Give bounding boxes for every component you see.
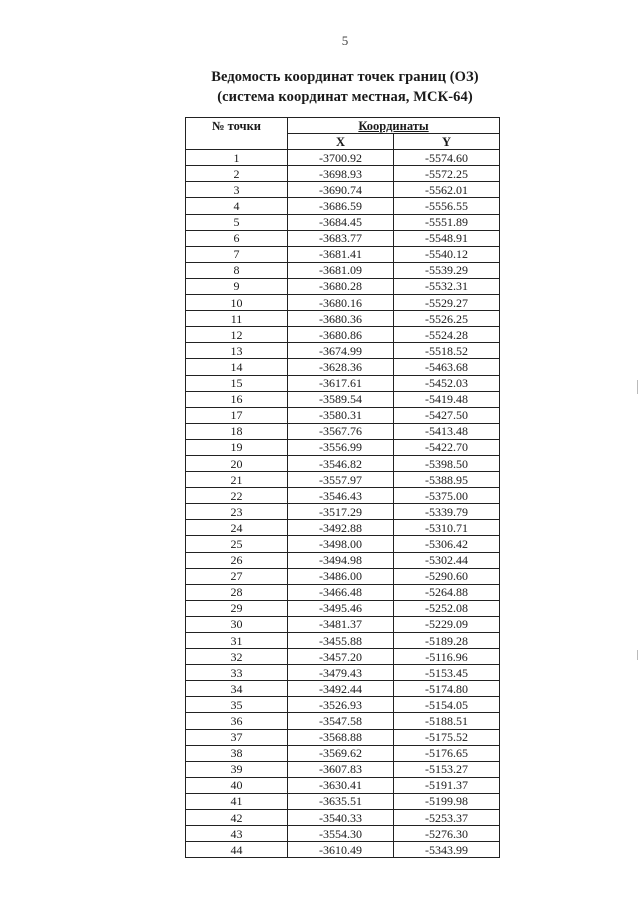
table-row [186, 584, 500, 600]
table-body [186, 150, 500, 858]
x-coordinate-cell: -3492.88 [288, 520, 394, 536]
table-row [186, 826, 500, 842]
table-row [186, 359, 500, 375]
y-coordinate-cell: -5398.50 [394, 455, 500, 471]
table-row [186, 327, 500, 343]
x-coordinate-cell: -3607.83 [288, 761, 394, 777]
point-number-cell: 28 [186, 584, 288, 600]
y-coordinate-cell: -5375.00 [394, 488, 500, 504]
x-coordinate-cell: -3680.86 [288, 327, 394, 343]
y-coordinate-cell: -5188.51 [394, 713, 500, 729]
table-row [186, 681, 500, 697]
point-number-cell: 13 [186, 343, 288, 359]
point-number-cell: 25 [186, 536, 288, 552]
y-coordinate-cell: -5302.44 [394, 552, 500, 568]
table-row [186, 552, 500, 568]
y-coordinate-cell: -5153.45 [394, 665, 500, 681]
table-row [186, 488, 500, 504]
point-number-cell: 10 [186, 295, 288, 311]
point-number-cell: 24 [186, 520, 288, 536]
coordinates-table [185, 117, 500, 858]
y-coordinate-cell: -5463.68 [394, 359, 500, 375]
y-coordinate-cell: -5413.48 [394, 423, 500, 439]
x-coordinate-cell: -3635.51 [288, 793, 394, 809]
point-number-cell: 27 [186, 568, 288, 584]
table-row [186, 246, 500, 262]
y-coordinate-cell: -5339.79 [394, 504, 500, 520]
point-number-cell: 2 [186, 166, 288, 182]
table-row [186, 472, 500, 488]
y-coordinate-cell: -5518.52 [394, 343, 500, 359]
x-coordinate-cell: -3517.29 [288, 504, 394, 520]
y-coordinate-cell: -5264.88 [394, 584, 500, 600]
y-coordinate-cell: -5253.37 [394, 810, 500, 826]
y-coordinate-cell: -5548.91 [394, 230, 500, 246]
point-number-cell: 36 [186, 713, 288, 729]
point-number-cell: 33 [186, 665, 288, 681]
coordinates-header [288, 118, 500, 134]
point-number-cell: 7 [186, 246, 288, 262]
point-number-cell: 41 [186, 793, 288, 809]
y-coordinate-cell: -5529.27 [394, 295, 500, 311]
table-row [186, 375, 500, 391]
table-row [186, 520, 500, 536]
table-row [186, 295, 500, 311]
point-number-cell: 32 [186, 649, 288, 665]
table-row [186, 616, 500, 632]
point-number-cell: 37 [186, 729, 288, 745]
y-coordinate-cell: -5574.60 [394, 150, 500, 166]
x-coordinate-cell: -3681.09 [288, 262, 394, 278]
point-number-cell: 14 [186, 359, 288, 375]
x-coordinate-cell: -3479.43 [288, 665, 394, 681]
table-row [186, 182, 500, 198]
x-coordinate-cell: -3674.99 [288, 343, 394, 359]
y-coordinate-cell: -5199.98 [394, 793, 500, 809]
point-number-cell: 18 [186, 423, 288, 439]
y-header: Y [394, 134, 500, 150]
x-coordinate-cell: -3617.61 [288, 375, 394, 391]
table-header [186, 118, 500, 150]
table-row [186, 745, 500, 761]
point-number-cell: 23 [186, 504, 288, 520]
x-coordinate-cell: -3680.36 [288, 311, 394, 327]
scan-edge-mark [637, 650, 638, 660]
table-row [186, 649, 500, 665]
y-coordinate-cell: -5306.42 [394, 536, 500, 552]
y-coordinate-cell: -5343.99 [394, 842, 500, 858]
y-coordinate-cell: -5229.09 [394, 616, 500, 632]
point-number-cell: 8 [186, 262, 288, 278]
point-number-cell: 15 [186, 375, 288, 391]
y-coordinate-cell: -5556.55 [394, 198, 500, 214]
y-coordinate-cell: -5175.52 [394, 729, 500, 745]
y-coordinate-cell: -5539.29 [394, 262, 500, 278]
x-coordinate-cell: -3567.76 [288, 423, 394, 439]
y-coordinate-cell: -5174.80 [394, 681, 500, 697]
x-coordinate-cell: -3700.92 [288, 150, 394, 166]
point-number-cell: 29 [186, 600, 288, 616]
point-number-cell: 30 [186, 616, 288, 632]
x-coordinate-cell: -3466.48 [288, 584, 394, 600]
point-number-cell: 19 [186, 439, 288, 455]
table-row [186, 150, 500, 166]
table-row [186, 391, 500, 407]
y-coordinate-cell: -5419.48 [394, 391, 500, 407]
point-number-cell: 6 [186, 230, 288, 246]
y-coordinate-cell: -5153.27 [394, 761, 500, 777]
point-number-cell: 35 [186, 697, 288, 713]
x-coordinate-cell: -3680.28 [288, 278, 394, 294]
point-number-cell: 39 [186, 761, 288, 777]
table-row [186, 439, 500, 455]
x-coordinate-cell: -3630.41 [288, 777, 394, 793]
x-coordinate-cell: -3481.37 [288, 616, 394, 632]
x-coordinate-cell: -3494.98 [288, 552, 394, 568]
point-number-cell: 11 [186, 311, 288, 327]
x-coordinate-cell: -3683.77 [288, 230, 394, 246]
x-header: X [288, 134, 394, 150]
x-coordinate-cell: -3554.30 [288, 826, 394, 842]
y-coordinate-cell: -5551.89 [394, 214, 500, 230]
table-row [186, 793, 500, 809]
table-row [186, 777, 500, 793]
y-coordinate-cell: -5290.60 [394, 568, 500, 584]
y-coordinate-cell: -5154.05 [394, 697, 500, 713]
y-coordinate-cell: -5189.28 [394, 633, 500, 649]
y-coordinate-cell: -5452.03 [394, 375, 500, 391]
x-coordinate-cell: -3610.49 [288, 842, 394, 858]
x-coordinate-cell: -3684.45 [288, 214, 394, 230]
x-coordinate-cell: -3569.62 [288, 745, 394, 761]
table-row [186, 729, 500, 745]
x-coordinate-cell: -3686.59 [288, 198, 394, 214]
y-coordinate-cell: -5422.70 [394, 439, 500, 455]
table-row [186, 761, 500, 777]
point-number-cell: 9 [186, 278, 288, 294]
y-coordinate-cell: -5526.25 [394, 311, 500, 327]
point-number-cell: 17 [186, 407, 288, 423]
x-coordinate-cell: -3568.88 [288, 729, 394, 745]
table-row [186, 504, 500, 520]
table-row [186, 713, 500, 729]
table-row [186, 536, 500, 552]
table-row [186, 423, 500, 439]
table-row [186, 600, 500, 616]
x-coordinate-cell: -3526.93 [288, 697, 394, 713]
x-coordinate-cell: -3540.33 [288, 810, 394, 826]
title-line-1: Ведомость координат точек границ (ОЗ) [211, 69, 479, 85]
y-coordinate-cell: -5388.95 [394, 472, 500, 488]
x-coordinate-cell: -3698.93 [288, 166, 394, 182]
table-row [186, 262, 500, 278]
point-number-cell: 38 [186, 745, 288, 761]
y-coordinate-cell: -5427.50 [394, 407, 500, 423]
x-coordinate-cell: -3546.82 [288, 455, 394, 471]
table-row [186, 311, 500, 327]
x-coordinate-cell: -3457.20 [288, 649, 394, 665]
table-row [186, 810, 500, 826]
x-coordinate-cell: -3628.36 [288, 359, 394, 375]
x-coordinate-cell: -3556.99 [288, 439, 394, 455]
point-number-cell: 3 [186, 182, 288, 198]
x-coordinate-cell: -3546.43 [288, 488, 394, 504]
point-number-cell: 1 [186, 150, 288, 166]
table-row [186, 665, 500, 681]
x-coordinate-cell: -3557.97 [288, 472, 394, 488]
x-coordinate-cell: -3486.00 [288, 568, 394, 584]
y-coordinate-cell: -5276.30 [394, 826, 500, 842]
point-number-cell: 42 [186, 810, 288, 826]
y-coordinate-cell: -5572.25 [394, 166, 500, 182]
title-line-2: (система координат местная, МСК-64) [217, 89, 473, 105]
point-number-cell: 40 [186, 777, 288, 793]
x-coordinate-cell: -3580.31 [288, 407, 394, 423]
page-number: 5 [341, 33, 349, 48]
table-row [186, 166, 500, 182]
coordinates-header-label: Координаты [358, 118, 429, 133]
y-coordinate-cell: -5116.96 [394, 649, 500, 665]
y-coordinate-cell: -5310.71 [394, 520, 500, 536]
y-coordinate-cell: -5524.28 [394, 327, 500, 343]
point-number-cell: 34 [186, 681, 288, 697]
scan-edge-mark [637, 380, 638, 394]
point-number-cell: 44 [186, 842, 288, 858]
table-row [186, 230, 500, 246]
table-row [186, 568, 500, 584]
x-coordinate-cell: -3681.41 [288, 246, 394, 262]
point-number-cell: 22 [186, 488, 288, 504]
table-row [186, 278, 500, 294]
point-number-cell: 5 [186, 214, 288, 230]
table-row [186, 343, 500, 359]
y-coordinate-cell: -5176.65 [394, 745, 500, 761]
point-number-cell: 20 [186, 455, 288, 471]
table-row [186, 407, 500, 423]
table-row [186, 842, 500, 858]
point-number-header: № точки [186, 118, 288, 150]
x-coordinate-cell: -3492.44 [288, 681, 394, 697]
table-row [186, 455, 500, 471]
x-coordinate-cell: -3680.16 [288, 295, 394, 311]
y-coordinate-cell: -5252.08 [394, 600, 500, 616]
point-number-cell: 21 [186, 472, 288, 488]
x-coordinate-cell: -3455.88 [288, 633, 394, 649]
y-coordinate-cell: -5191.37 [394, 777, 500, 793]
point-number-cell: 12 [186, 327, 288, 343]
table-row [186, 633, 500, 649]
x-coordinate-cell: -3547.58 [288, 713, 394, 729]
x-coordinate-cell: -3498.00 [288, 536, 394, 552]
x-coordinate-cell: -3690.74 [288, 182, 394, 198]
document-title [0, 67, 640, 107]
table-row [186, 697, 500, 713]
table-row [186, 214, 500, 230]
x-coordinate-cell: -3589.54 [288, 391, 394, 407]
point-number-cell: 26 [186, 552, 288, 568]
point-number-cell: 31 [186, 633, 288, 649]
point-number-cell: 43 [186, 826, 288, 842]
point-number-cell: 16 [186, 391, 288, 407]
y-coordinate-cell: -5562.01 [394, 182, 500, 198]
table-row [186, 198, 500, 214]
x-coordinate-cell: -3495.46 [288, 600, 394, 616]
point-number-cell: 4 [186, 198, 288, 214]
y-coordinate-cell: -5532.31 [394, 278, 500, 294]
y-coordinate-cell: -5540.12 [394, 246, 500, 262]
